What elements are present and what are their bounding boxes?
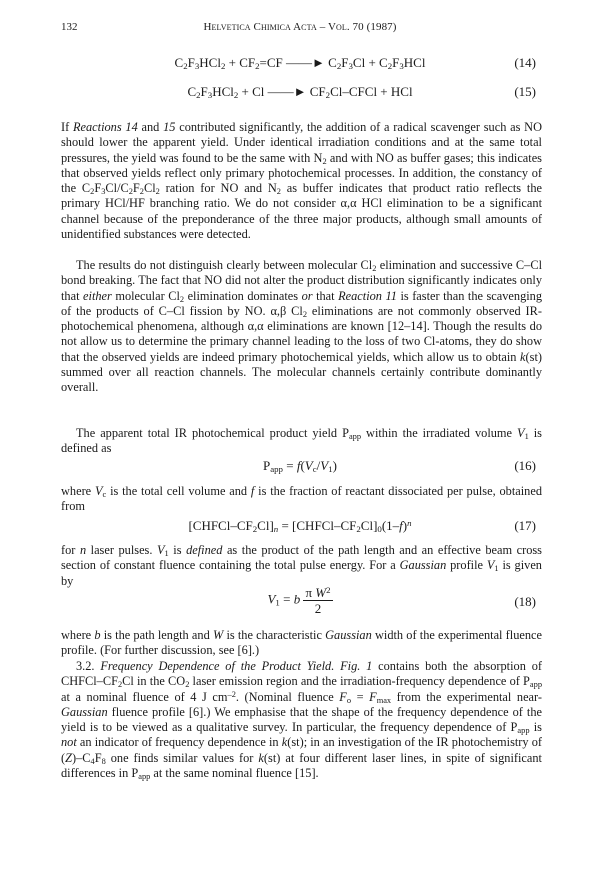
paragraph-yield-definition: The apparent total IR photochemical product yield $P_{app}$ within the irradiated volume $V_1$ is defined as (61, 426, 542, 456)
paragraph-scavenger: If Reactions 14 and 15 contributed significantly, the addition of a radical scavenger such as NO should lower the apparent yield. Under identical irradiation conditions and at the same total pressures, the yield was found to be the same with $N_2$ and with NO as buffer gases; this indicates that observed yields reflect only primary photochemical processes. In addition, the constancy of the $C_2F_3Cl/C_2F_2Cl_2$ ration for NO and $N_2$ as buffer indicates that product ratio reflects the primary HCl/HF branching ratio. We do not consider α,α HCl elimination to be a significant channel because of the preponderance of the three major products, although small amounts of unidentified substances were detected. (61, 120, 543, 241)
equation-body: $V_1 = b$ $\frac{\pi W^2}{2}$ (267, 585, 331, 616)
running-header (0, 21, 600, 37)
journal-title: Helvetica Chimica Acta – Vol. 70 (1987) (203, 21, 397, 33)
equation-17 (0, 518, 600, 536)
equation-15 (0, 84, 600, 102)
paragraph-cell-volume: where $V_c$ is the total cell volume and f is the fraction of reactant dissociated per pulse, obtained from (61, 484, 542, 514)
equation-18 (0, 585, 600, 619)
equation-number: (16) (514, 458, 536, 473)
equation-number: (18) (514, 594, 536, 609)
paragraph-laser-pulses: for n laser pulses. $V_1$ is defined as the product of the path length and an effective beam cross section of constant fluence containing the total pulse energy. For a Gaussian profile $V_1$ is given by (61, 543, 542, 588)
equation-14 (0, 55, 600, 73)
equation-body: $C_2F_3HCl_2 + Cl$ ——► $CF_2Cl$–CFCl + HCl (187, 84, 413, 101)
equation-body: $C_2F_3HCl_2 + CF_2=CF$ ——► $C_2F_3Cl + C_2F_3HCl$ (174, 55, 426, 72)
equation-16 (0, 458, 600, 476)
equation-body: $[CHFCl-CF_2Cl]_n$ = $[CHFCl-CF_2Cl]_0(1-f)^n$ (188, 518, 412, 535)
equation-number: (17) (514, 518, 536, 533)
equation-body: $P_{app} = f(V_c/V_1)$ (262, 458, 337, 475)
equation-number: (15) (514, 84, 536, 99)
page-number: 132 (61, 21, 78, 33)
equation-number: (14) (514, 55, 536, 70)
paragraph-path-length: where b is the path length and W is the characteristic Gaussian width of the experimental fluence profile. (For further discussion, see [6].) (61, 628, 542, 658)
paragraph-section-3-2: 3.2. Frequency Dependence of the Product Yield. Fig. 1 contains both the absorption of CHFCl–$CF_2Cl$ in the $CO_2$ laser emission region and the irradiation-frequency dependence of $P_{app}$ at a nominal fluence of 4 J $cm^{-2}$. (Nominal fluence $F_o = F_{max}$ from the experimental near-Gaussian fluence profile [6].) We emphasise that the shape of the frequency dependence of the yield is to be viewed as a qualitative survey. In particular, the frequency dependence of $P_{app}$ is not an indicator of frequency dependence in k(st); in an investigation of the IR photochemistry of $(Z)-C_4F_8$ one finds similar values for k(st) at four different laser lines, in spite of significant differences in $P_{app}$ at the same nominal fluence [15]. (61, 659, 543, 781)
paragraph-channels: The results do not distinguish clearly between molecular $Cl_2$ elimination and successive C–Cl bond breaking. The fact that NO did not alter the product distribution significantly indicates only that either molecular $Cl_2$ elimination dominates or that Reaction 11 is faster than the scavenging of the products of C–Cl fission by NO. α,β $Cl_2$ eliminations are not commonly observed IR-photochemical phenomena, although α,α eliminations are known [12–14]. Though the results do not allow us to determine the primary channel leading to the loss of two Cl-atoms, they do show that the observed yields are indeed primary photochemical yields, which allow us to obtain k(st) summed over all reaction channels. The molecular channels certainly contribute dominantly overall. (61, 258, 543, 394)
